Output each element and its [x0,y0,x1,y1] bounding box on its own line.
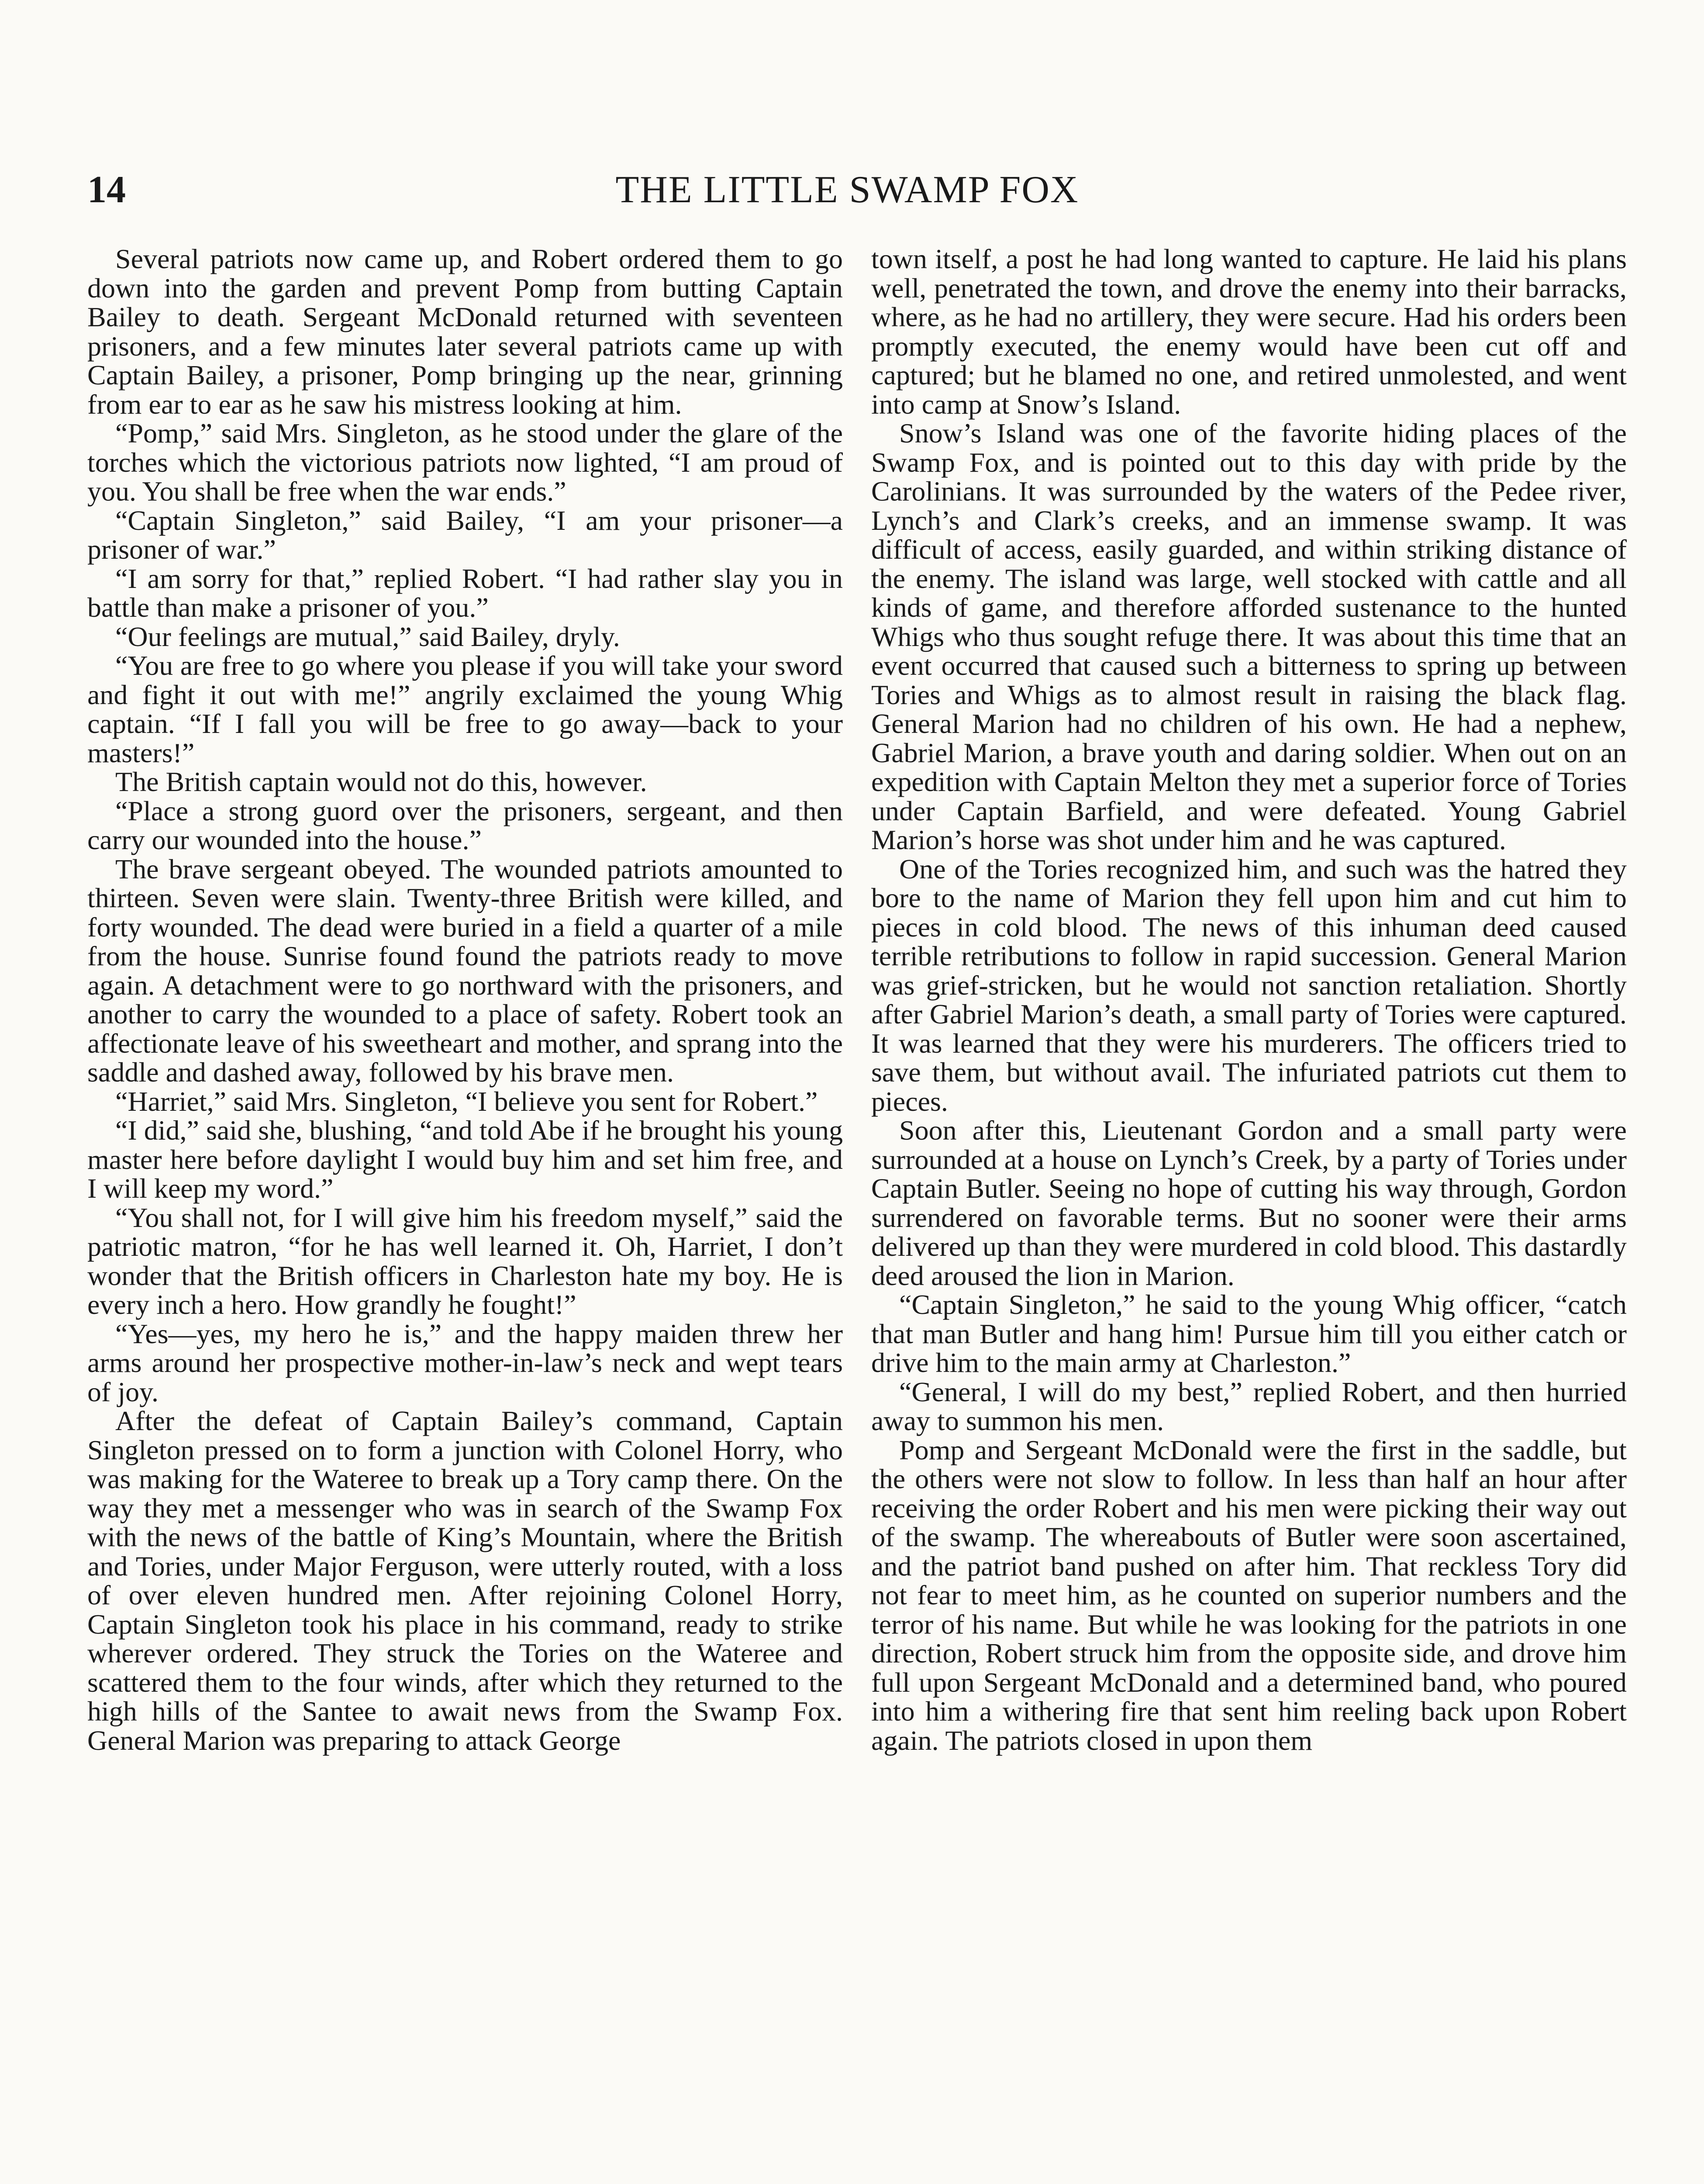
paragraph: “You shall not, for I will give him his freedom myself,” said the patriotic matron, “for he has well learned it. Oh, Harriet, I don’t wonder that the British officers in Charleston hate my boy. He is every inch a hero. How grandly he fought!” [87,1202,843,1320]
paragraph: Soon after this, Lieutenant Gordon and a small party were surrounded at a house on Lynch’s Creek, by a party of Tories under Captain Butler. Seeing no hope of cutting his way through, Gordon surrendered on favorable terms. But no sooner were their arms delivered up than they were murdered in cold blood. This dastardly deed aroused the lion in Marion. [871,1115,1627,1291]
paragraph: Pomp and Sergeant McDonald were the first in the saddle, but the others were not slow to follow. In less than half an hour after receiving the order Robert and his men were picking their way out of the swamp. The whereabouts of Butler were soon ascertained, and the patriot band pushed on after him. That reckless Tory did not fear to meet him, as he counted on superior numbers and the terror of his name. But while he was looking for the patriots in one direction, Robert struck him from the opposite side, and drove him full upon Sergeant McDonald and a determined band, who poured into him a withering fire that sent him reeling back upon Robert again. The patriots closed in upon them [871,1434,1627,1756]
paragraph: “Pomp,” said Mrs. Singleton, as he stood under the glare of the torches which the victorious patriots now lighted, “I am proud of you. You shall be free when the war ends.” [87,418,843,507]
paragraph: The brave sergeant obeyed. The wounded patriots amounted to thirteen. Seven were slain. Twenty-three British were killed, and forty wounded. The dead were buried in a field a quarter of a mile from the house. Sunrise found found the patriots ready to move again. A detachment were to go northward with the prisoners, and another to carry the wounded to a place of safety. Robert took an affectionate leave of his sweetheart and mother, and sprang into the saddle and dashed away, followed by his brave men. [87,853,843,1088]
paragraph: “Harriet,” said Mrs. Singleton, “I believe you sent for Robert.” [115,1085,818,1117]
paragraph: “Place a strong guord over the prisoners, sergeant, and then carry our wounded into the house.” [87,795,843,855]
paragraph: After the defeat of Captain Bailey’s command, Captain Singleton pressed on to form a junction with Colonel Horry, who was making for the Wateree to break up a Tory camp there. On the way they met a messenger who was in search of the Swamp Fox with the news of the battle of King’s Mountain, where the British and Tories, under Major Ferguson, were utterly routed, with a loss of over eleven hundred men. After rejoining Colonel Horry, Captain Singleton took his place in his command, ready to strike wherever ordered. They struck the Tories on the Wateree and scattered them to the four winds, after which they returned to the high hills of the Santee to await news from the Swamp Fox. General Marion was preparing to attack George [87,1405,843,1756]
paragraph: One of the Tories recognized him, and such was the hatred they bore to the name of Marion they fell upon him and cut him to pieces in cold blood. The news of this inhuman deed caused terrible retributions to follow in rapid succession. General Marion was grief-stricken, but he would not sanction retaliation. Shortly after Gabriel Marion’s death, a small party of Tories were captured. It was learned that they were his murderers. The officers tried to save them, but without avail. The infuriated patriots cut them to pieces. [871,853,1627,1117]
running-title: THE LITTLE SWAMP FOX [615,169,1079,211]
paragraph: “Captain Singleton,” said Bailey, “I am your prisoner—a prisoner of war.” [87,505,843,565]
paragraph-continued: town itself, a post he had long wanted to capture. He laid his plans well, penetrated the town, and drove the enemy into their barracks, where, as he had no artillery, they were secure. Had his orders been promptly executed, the enemy would have been cut off and captured; but he blamed no one, and retired unmolested, and went into camp at Snow’s Island. [871,245,1627,420]
paragraph: “You are free to go where you please if you will take your sword and fight it out with me!” angrily exclaimed the young Whig captain. “If I fall you will be free to go away—back to your masters!” [87,650,843,768]
page-header [87,162,1607,218]
paragraph: “I am sorry for that,” replied Robert. “I had rather slay you in battle than make a prisoner of you.” [87,563,843,623]
paragraph: “I did,” said she, blushing, “and told Abe if he brought his young master here before daylight I would buy him and set him free, and I will keep my word.” [87,1115,843,1204]
left-text-column [87,245,843,2184]
paragraph: “Captain Singleton,” he said to the young Whig officer, “catch that man Butler and hang him! Pursue him till you either catch or drive him to the main army at Charleston.” [871,1289,1627,1378]
right-text-column [871,245,1627,2184]
paragraph: “Yes—yes, my hero he is,” and the happy maiden threw her arms around her prospective mother-in-law’s neck and wept tears of joy. [87,1318,843,1407]
page-number: 14 [87,169,126,211]
paragraph: “Our feelings are mutual,” said Bailey, dryly. [115,621,620,652]
paragraph: Several patriots now came up, and Robert ordered them to go down into the garden and prevent Pomp from butting Captain Bailey to death. Sergeant McDonald returned with seventeen prisoners, and a few minutes later several patriots came up with Captain Bailey, a prisoner, Pomp bringing up the near, grinning from ear to ear as he saw his mistress looking at him. [87,245,843,420]
paragraph: The British captain would not do this, however. [115,766,647,797]
paragraph: “General, I will do my best,” replied Robert, and then hurried away to summon his men. [871,1376,1627,1436]
paragraph: Snow’s Island was one of the favorite hiding places of the Swamp Fox, and is pointed out to this day with pride by the Carolinians. It was surrounded by the waters of the Pedee river, Lynch’s and Clark’s creeks, and an immense swamp. It was difficult of access, easily guarded, and within striking distance of the enemy. The island was large, well stocked with cattle and all kinds of game, and therefore afforded sustenance to the hunted Whigs who thus sought refuge there. It was about this time that an event occurred that caused such a bitterness to spring up between Tories and Whigs as to almost result in raising the black flag. General Marion had no children of his own. He had a nephew, Gabriel Marion, a brave youth and daring soldier. When out on an expedition with Captain Melton they met a superior force of Tories under Captain Barfield, and were defeated. Young Gabriel Marion’s horse was shot under him and he was captured. [871,418,1627,855]
